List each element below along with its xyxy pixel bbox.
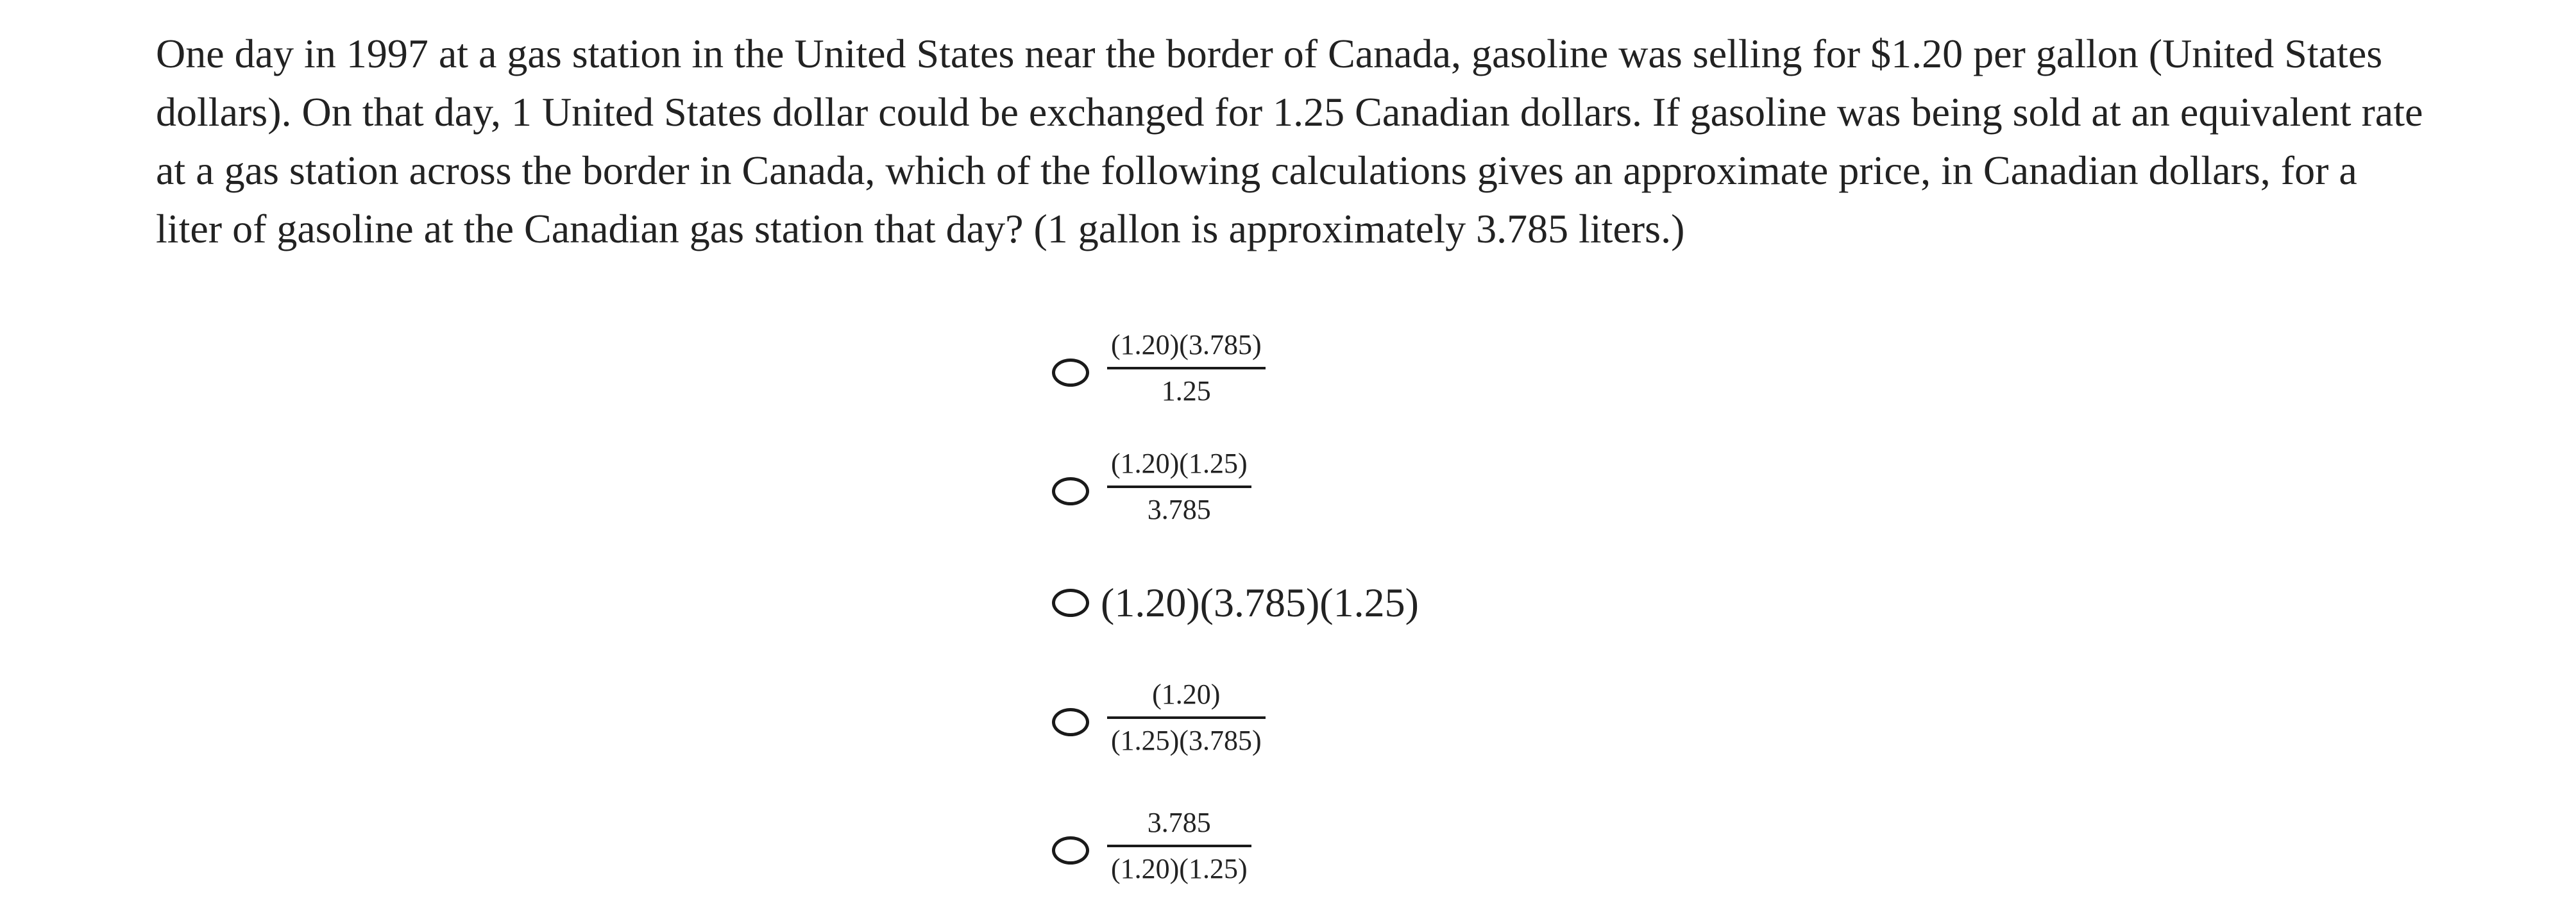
fraction-denominator: 1.25 [1107, 367, 1266, 409]
radio-button-c[interactable] [1052, 589, 1089, 617]
choice-c[interactable] [1052, 577, 1419, 629]
fraction-denominator: (1.20)(1.25) [1107, 845, 1251, 887]
fraction-numerator: 3.785 [1147, 807, 1211, 838]
fraction-numerator: (1.20) [1152, 679, 1221, 710]
choice-d[interactable] [1052, 677, 1266, 759]
expression-c: (1.20)(3.785)(1.25) [1101, 580, 1419, 625]
radio-button-a[interactable] [1052, 359, 1089, 387]
choice-e[interactable] [1052, 805, 1251, 887]
fraction-a [1107, 327, 1266, 409]
fraction-numerator: (1.20)(3.785) [1111, 329, 1262, 360]
choice-b[interactable] [1052, 446, 1251, 528]
radio-button-e[interactable] [1052, 836, 1089, 865]
fraction-denominator: 3.785 [1107, 486, 1251, 528]
question-text: One day in 1997 at a gas station in the United States near the border of Canada, gasoline was selling for $1.20 per gallon (United States dollars). On that day, 1 United States dollar could be exchanged for 1.25 Canadian dollars. If gasoline was being sold at an equivalent rate at a gas station across the border in Canada, which of the following calculations gives an approximate price, in Canadian dollars, for a liter of gasoline at the Canadian gas station that day? (1 gallon is approximately 3.785 liters.) [156, 31, 2423, 251]
radio-button-d[interactable] [1052, 708, 1089, 736]
fraction-numerator: (1.20)(1.25) [1111, 448, 1248, 479]
fraction-b [1107, 446, 1251, 528]
radio-button-b[interactable] [1052, 477, 1089, 505]
fraction-d [1107, 677, 1266, 759]
choice-a[interactable] [1052, 327, 1266, 409]
fraction-e [1107, 805, 1251, 887]
fraction-denominator: (1.25)(3.785) [1107, 716, 1266, 759]
